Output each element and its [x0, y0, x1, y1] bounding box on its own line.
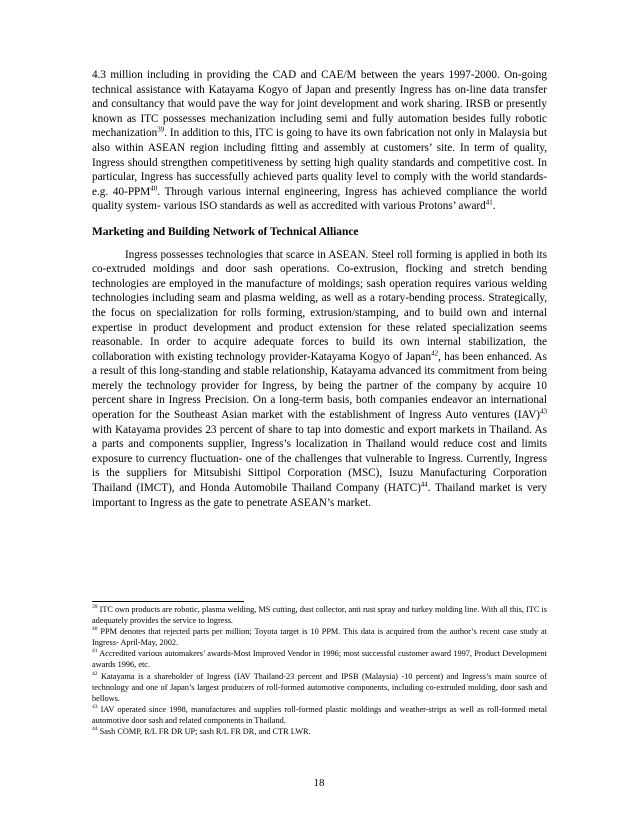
- paragraph-2-text: with Katayama provides 23 percent of share to tap into domestic and export markets in Thailand. As a parts and components supplier, Ingress’s localization in Thailand would reduce cost and limits exposure to currency fluctuation- one of the challenges that vulnerable to Ingress. Currently, Ingress is the suppliers for Mitsubishi Sittipol Corporation (MSC), Isuzu Manufacturing Corporation Thailand (IMCT), and Honda Automobile Thailand Company (HATC): [92, 423, 547, 495]
- footnote-text: PPM denotes that rejected parts per million; Toyota target is 10 PPM. This data is acquired from the author’s recent case study at Ingress- April-May, 2002.: [92, 627, 547, 648]
- paragraph-1: [92, 68, 547, 214]
- paragraph-2: [92, 248, 547, 511]
- footnote-ref-43[interactable]: 43: [540, 407, 547, 416]
- paragraph-2-text: Ingress possesses technologies that scarce in ASEAN. Steel roll forming is applied in both its co-extruded moldings and door sash operations. Co-extrusion, flocking and stretch bending technologies are employed in the manufacture of moldings; sash operation requires various welding technologies including seam and plasma welding, as well as a rotary-bending process. Strategically, the focus on specialization for rolls forming, extrusion/stamping, and to build own and internal expertise in product development and product extension for these related specialization seems reasonable. In order to acquire adequate forces to build its own internal stabilization, the collaboration with existing technology provider-Katayama Kogyo of Japan: [92, 248, 547, 363]
- footnote-ref-40[interactable]: 40: [150, 184, 158, 193]
- footnote: [92, 648, 547, 670]
- footnote-text: IAV operated since 1998, manufactures and supplies roll-formed plastic moldings and weather-strips as well as roll-formed metal automotive door sash and related components in Thailand.: [92, 704, 547, 725]
- footnote-ref-39[interactable]: 39: [157, 125, 165, 134]
- footnote-ref-42[interactable]: 42: [431, 348, 439, 357]
- footnote-number: 39: [92, 604, 98, 611]
- page-number: 18: [313, 777, 325, 789]
- footnotes: [92, 604, 547, 737]
- paragraph-1-text: 4.3 million including in providing the CAD and CAE/M between the years 1997-2000. On-going technical assistance with Katayama Kogyo of Japan and presently Ingress has on-line data transfer and consultancy that would pave the way for joint development and work sharing. IRSB or presently known as ITC possesses mechanization including semi and fully automation besides fully robotic mechanization: [92, 69, 547, 140]
- footnote-separator: [92, 601, 244, 602]
- footnote: [92, 626, 547, 648]
- paragraph-1-text: . Through various internal engineering, Ingress has achieved compliance the world quality system- various ISO standards as well as accredited with various Protons’ award: [92, 185, 547, 213]
- footnote-text: Katayama is a shareholder of Ingress (IAV Thailand-23 percent and IPSB (Malaysia) -10 percent) and Ingress’s main source of technology and one of Japan’s largest producers of roll-formed automotive components, including co-extruded molding, door sash and bellows.: [92, 671, 547, 703]
- footnote-ref-41[interactable]: 41: [485, 198, 493, 207]
- footnote-number: 41: [92, 648, 98, 655]
- paragraph-1-text: . In addition to this, ITC is going to have its own fabrication not only in Malaysia but also within ASEAN region including fitting and assembly at customers’ site. In term of quality, Ingress should strengthen competitiveness by setting high quality standards and competitive cost. In particular, Ingress has successfully achieved parts quality level to comply with the world standards- e.g. 40-PPM: [92, 127, 547, 198]
- paragraph-1-text: .: [492, 200, 496, 213]
- footnote: [92, 604, 547, 626]
- footnote-number: 43: [92, 704, 98, 711]
- footnote: [92, 704, 547, 726]
- footnote-number: 40: [92, 626, 98, 633]
- footnote: [92, 671, 547, 704]
- footnote-text: ITC own products are robotic, plasma welding, MS cutting, dust collector, anti rust spray and turkey molding line. With all this, ITC is adequately provides the service to Ingress.: [92, 605, 547, 626]
- section-heading: Marketing and Building Network of Technical Alliance: [92, 225, 359, 238]
- footnote: [92, 726, 547, 737]
- body-text: [92, 68, 547, 510]
- paragraph-2-text: . Thailand market is very important to Ingress as the gate to penetrate ASEAN’s market.: [92, 482, 547, 509]
- footnote-number: 42: [92, 670, 98, 677]
- footnote-number: 44: [92, 726, 98, 733]
- footnote-ref-44[interactable]: 44: [420, 480, 428, 489]
- paragraph-2-text: , has been enhanced. As a result of this long-standing and stable relationship, Katayama advanced its commitment from being merely the technology provider for Ingress, by being the partner of the company by acquire 10 percent share in Ingress Precision. On a long-term basis, both companies endeavor an international operation for the Southeast Asian market with the establishment of Ingress Auto ventures (IAV): [92, 350, 547, 422]
- footnote-text: Sash COMP, R/L FR DR UP; sash R/L FR DR, and CTR LWR.: [97, 727, 311, 737]
- footnote-text: Accredited various automakers’ awards-Most Improved Vendor in 1996; most successful customer award 1997, Product Development awards 1996, etc.: [92, 649, 547, 670]
